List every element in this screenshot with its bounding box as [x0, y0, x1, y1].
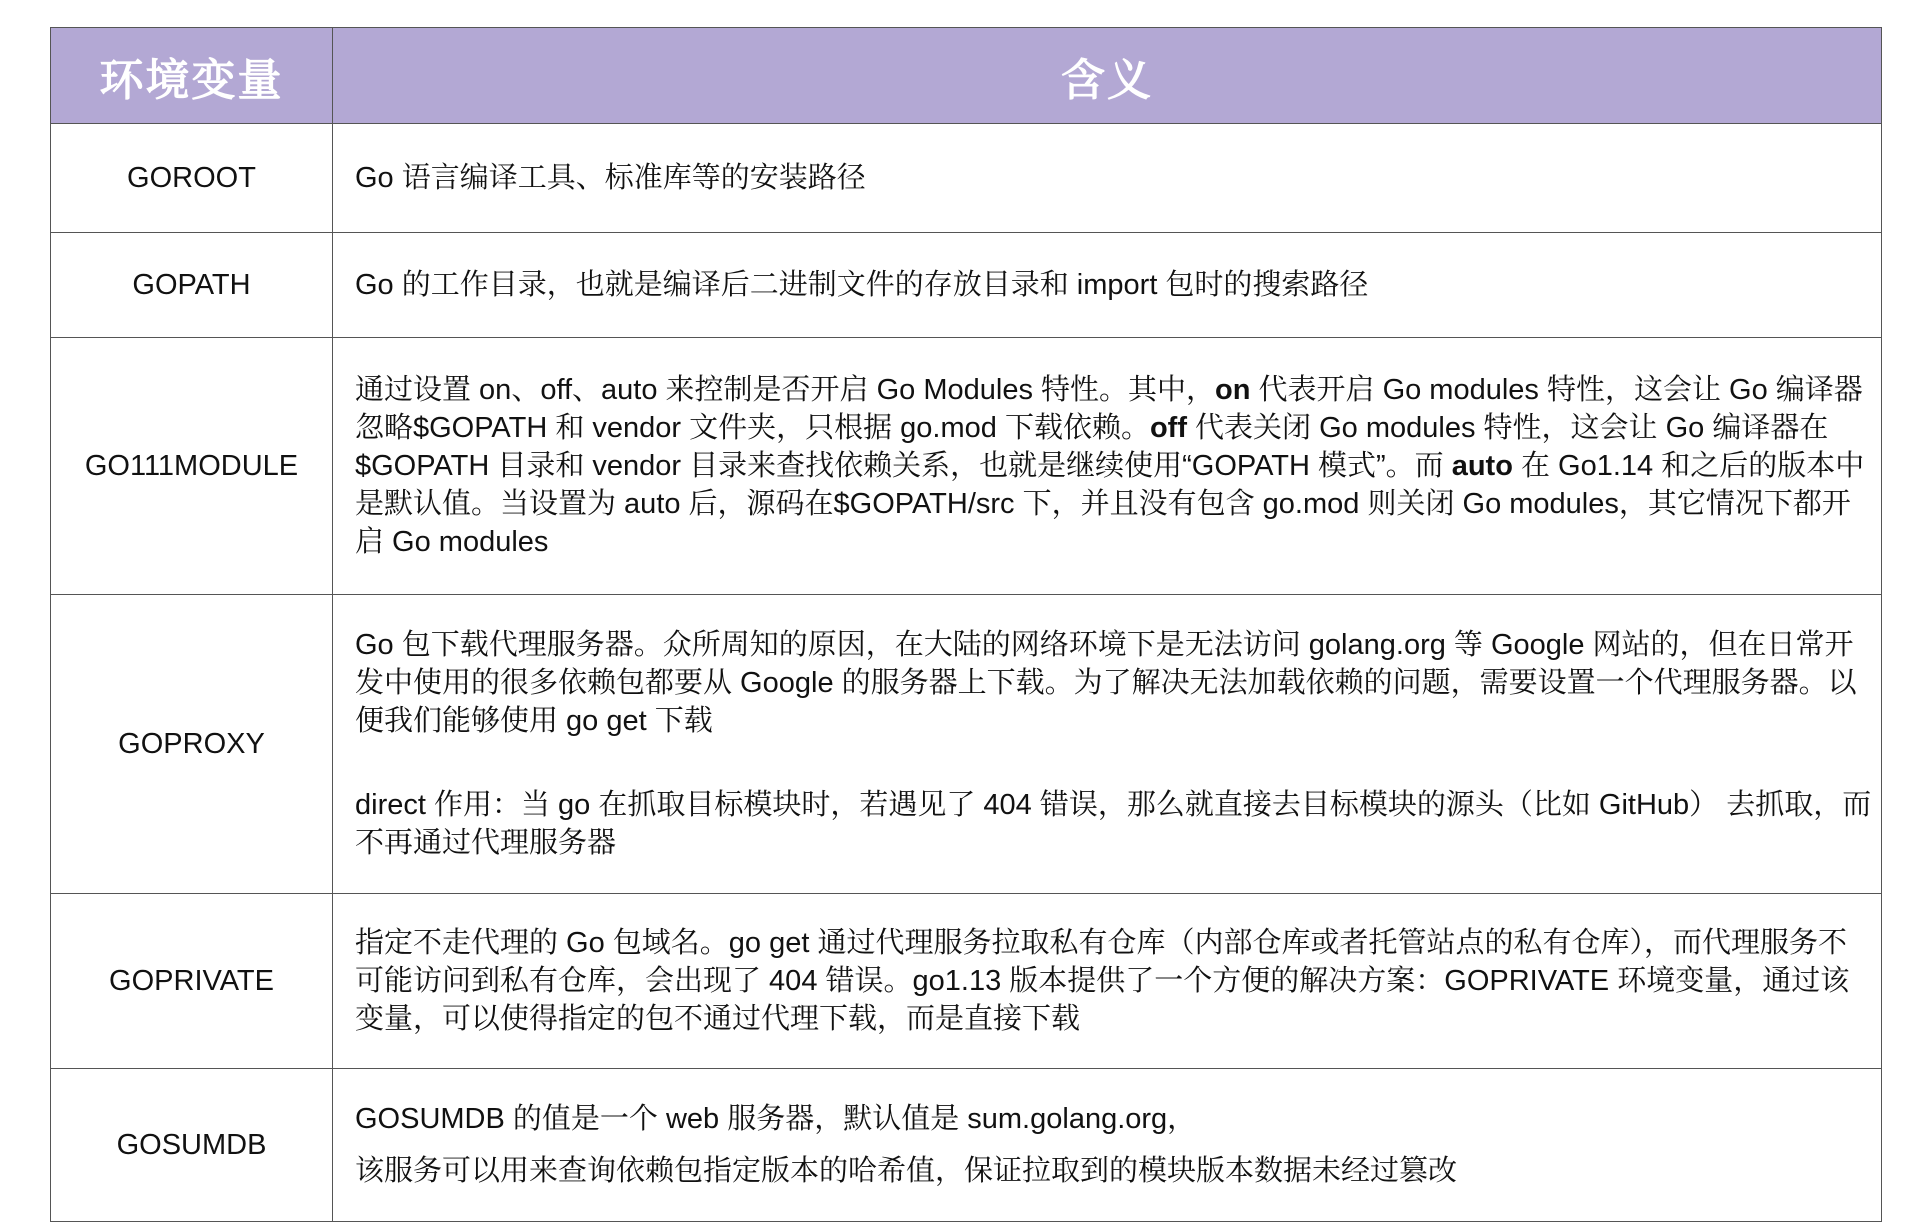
var-desc-goroot — [333, 124, 1882, 233]
desc-paragraph-2: 该服务可以用来查询依赖包指定版本的哈希值，保证拉取到的模块版本数据未经过篡改 — [355, 1155, 1458, 1187]
var-name-gosumdb: GOSUMDB — [51, 1069, 333, 1222]
var-name-go111module: GO111MODULE — [51, 338, 333, 595]
desc-segment: 代表关闭 Go modules 特性，这会让 Go 编译器在$GOPATH 目录和 vendor 目录来查找依赖关系，也就是继续使用“GOPATH 模式”。而 — [355, 412, 1829, 482]
table-body — [51, 124, 1882, 1222]
var-desc-goprivate — [333, 894, 1882, 1069]
env-var-table-container — [50, 27, 1881, 1222]
var-name-goproxy: GOPROXY — [51, 595, 333, 894]
table-row-goproxy — [51, 595, 1882, 894]
var-desc-gopath — [333, 233, 1882, 338]
desc-segment: 在 Go1.14 和之后的版本中是默认值。当设置为 auto 后，源码在$GOPATH/src 下，并且没有包含 go.mod 则关闭 Go modules，其它情况下都开启 Go modules — [355, 450, 1865, 558]
table-row-go111module — [51, 338, 1882, 595]
desc-bold-off: off — [1149, 412, 1187, 444]
desc-paragraph-1: GOSUMDB 的值是一个 web 服务器，默认值是 sum.golang.org， — [355, 1103, 1197, 1135]
var-desc-go111module — [333, 338, 1882, 595]
header-variable: 环境变量 — [51, 28, 333, 124]
table-row-goroot — [51, 124, 1882, 233]
desc-segment: 通过设置 on、off、auto 来控制是否开启 Go Modules 特性。其中， — [355, 374, 1216, 406]
desc-bold-on: on — [1215, 374, 1251, 406]
header-row — [51, 28, 1882, 124]
table-row-gosumdb — [51, 1069, 1882, 1222]
desc-text — [355, 371, 1873, 561]
desc-text: Go 的工作目录，也就是编译后二进制文件的存放目录和 import 包时的搜索路径 — [355, 269, 1369, 301]
header-meaning: 含义 — [333, 28, 1882, 124]
desc-bold-auto: auto — [1451, 450, 1513, 482]
desc-paragraph-2: direct 作用：当 go 在抓取目标模块时，若遇见了 404 错误，那么就直接去目标模块的源头（比如 GitHub） 去抓取，而不再通过代理服务器 — [355, 789, 1872, 859]
desc-text: Go 语言编译工具、标准库等的安装路径 — [355, 162, 866, 194]
var-name-goprivate: GOPRIVATE — [51, 894, 333, 1069]
var-name-goroot: GOROOT — [51, 124, 333, 233]
env-var-table — [50, 27, 1882, 1222]
table-header — [51, 28, 1882, 124]
desc-text: 指定不走代理的 Go 包域名。go get 通过代理服务拉取私有仓库（内部仓库或者托管站点的私有仓库），而代理服务不可能访问到私有仓库，会出现了 404 错误。go1.13 版本提供了一个方便的解决方案：GOPRIVATE 环境变量，通过该变量，可以使得指定的包不通过代理下载，而是直接下载 — [355, 927, 1850, 1035]
var-desc-gosumdb — [333, 1069, 1882, 1222]
desc-segment: 代表开启 Go modules 特性，这会让 Go 编译器忽略$GOPATH 和 vendor 文件夹，只根据 go.mod 下载依赖。 — [355, 374, 1863, 444]
var-desc-goproxy — [333, 595, 1882, 894]
var-name-gopath: GOPATH — [51, 233, 333, 338]
desc-paragraph-1: Go 包下载代理服务器。众所周知的原因，在大陆的网络环境下是无法访问 golang.org 等 Google 网站的，但在日常开发中使用的很多依赖包都要从 Google 的服务器上下载。为了解决无法加载依赖的问题，需要设置一个代理服务器。以便我们能够使用 go get 下载 — [355, 629, 1857, 737]
table-row-gopath — [51, 233, 1882, 338]
table-row-goprivate — [51, 894, 1882, 1069]
